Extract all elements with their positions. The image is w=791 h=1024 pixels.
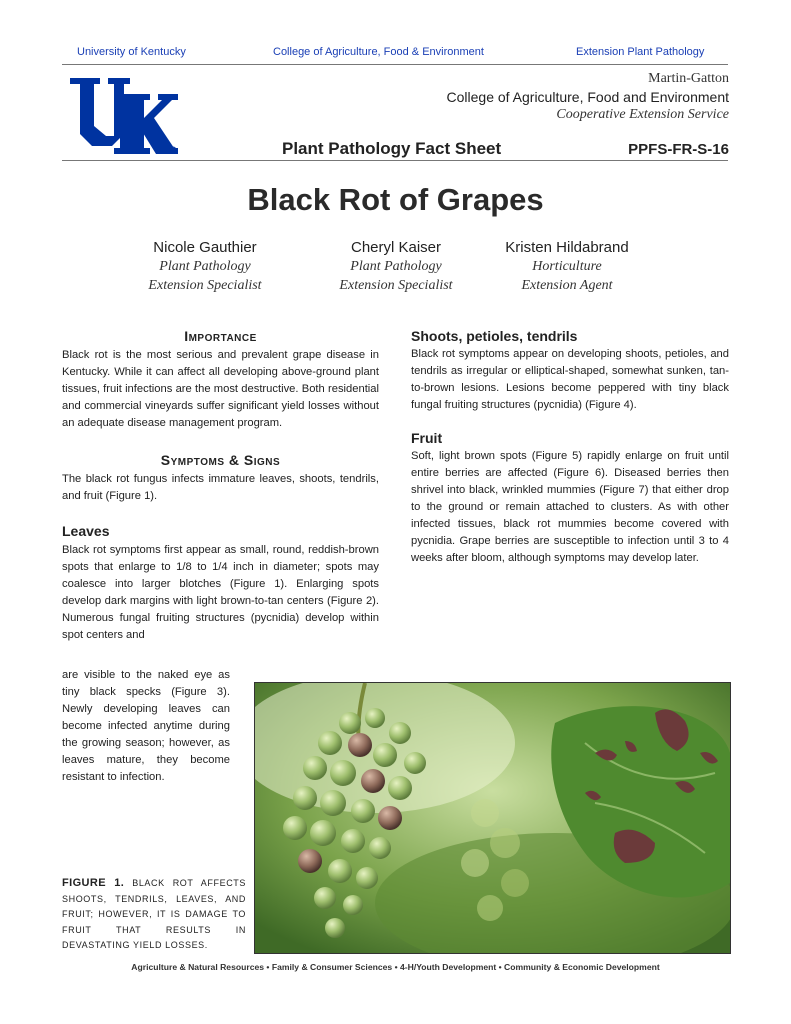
leaves-text-continued: are visible to the naked eye as tiny black specks (Figure 3). Newly developing leaves can become infected anytime during the growing season; however, as leaves mature, they become resistant to infection.: [62, 669, 230, 783]
link-department[interactable]: Extension Plant Pathology: [576, 46, 705, 58]
uk-logo-mark: [70, 74, 178, 154]
link-university[interactable]: University of Kentucky: [77, 46, 186, 58]
grape-black-rot-photo: [254, 682, 731, 954]
college-line-2: College of Agriculture, Food and Environment: [446, 89, 729, 105]
fruit-text: Soft, light brown spots (Figure 5) rapidly enlarge on fruit until entire berries are affected (Figure 6). Diseased berries then shrivel into black, wrinkled mummies (Figure 7) that either drop to the ground or remain attached to clusters. As with other infected tissues, black rot mummies become covered with pycnidia. Grape berries are susceptible to infection until 3 to 4 weeks after bloom, although symptoms may develop later.: [411, 450, 729, 564]
author-dept: Plant Pathology: [159, 259, 251, 274]
college-line-3: Cooperative Extension Service: [556, 107, 729, 122]
shoots-text: Black rot symptoms appear on developing shoots, petioles, and tendrils as irregular or elliptical-shaped, somewhat sunken, tan-to-brown lesions. Lesions become peppered with tiny black fungal fruiting structures (pycnidia) (Figure 4).: [411, 348, 729, 411]
symptoms-text: The black rot fungus infects immature leaves, shoots, tendrils, and fruit (Figure 1).: [62, 473, 379, 502]
importance-heading: Importance: [184, 328, 257, 344]
author-1: [110, 238, 300, 295]
right-column: [411, 328, 729, 567]
footer-programs: Agriculture & Natural Resources • Family & Consumer Sciences • 4-H/Youth Development • Community & Economic Development: [131, 962, 660, 972]
header-rule: [62, 64, 728, 65]
college-block: [369, 70, 729, 124]
link-college[interactable]: College of Agriculture, Food & Environment: [273, 46, 484, 58]
symptoms-heading: Symptoms & Signs: [160, 452, 281, 468]
fact-sheet-title: Plant Pathology Fact Sheet: [282, 139, 502, 158]
left-column: [62, 328, 379, 644]
author-dept: Plant Pathology: [350, 259, 442, 274]
author-3: [472, 238, 662, 295]
college-line-1: Martin-Gatton: [648, 71, 729, 86]
shoots-heading: Shoots, petioles, tendrils: [411, 328, 578, 344]
figure-caption: [62, 876, 246, 954]
fact-sheet-code: PPFS-FR-S-16: [628, 141, 729, 158]
author-dept: Horticulture: [532, 259, 602, 274]
author-name: Cheryl Kaiser: [350, 239, 442, 256]
page-title: Black Rot of Grapes: [247, 182, 544, 217]
uk-logo: [70, 74, 178, 154]
author-role: Extension Agent: [521, 278, 613, 293]
author-role: Extension Specialist: [148, 278, 262, 293]
author-name: Nicole Gauthier: [153, 239, 257, 256]
svg-text:R: R: [171, 148, 175, 153]
author-name: Kristen Hildabrand: [505, 239, 629, 256]
author-role: Extension Specialist: [339, 278, 453, 293]
grape-cluster-illustration: [255, 683, 730, 953]
title-rule: [62, 160, 728, 161]
importance-text: Black rot is the most serious and prevalent grape disease in Kentucky. While it can affect all developing above-ground plant tissues, fruit infections are the most destructive. Both residential and commercial vineyards suffer significant yield losses without an adequate disease management program.: [62, 349, 379, 429]
header-links: [60, 44, 732, 62]
fruit-heading: Fruit: [411, 430, 443, 446]
leaves-text: Black rot symptoms first appear as small, round, reddish-brown spots that enlarge to 1/8 to 1/4 inch in diameter; spots may coalesce into larger blotches (Figure 1). Enlarging spots develop dark margins with light brown-to-tan centers (Figure 2). Numerous fungal fruiting structures (pycnidia) develop within spot centers and: [62, 544, 379, 641]
leaves-heading: Leaves: [62, 523, 110, 539]
author-2: [301, 238, 491, 295]
figure-label: FIGURE 1.: [62, 877, 125, 889]
figure-caption-text: BLACK ROT AFFECTS SHOOTS, TENDRILS, LEAVES, AND FRUIT; HOWEVER, IT IS DAMAGE TO FRUIT THAT RESULTS IN DEVASTATING YIELD LOSSES.: [62, 878, 246, 950]
